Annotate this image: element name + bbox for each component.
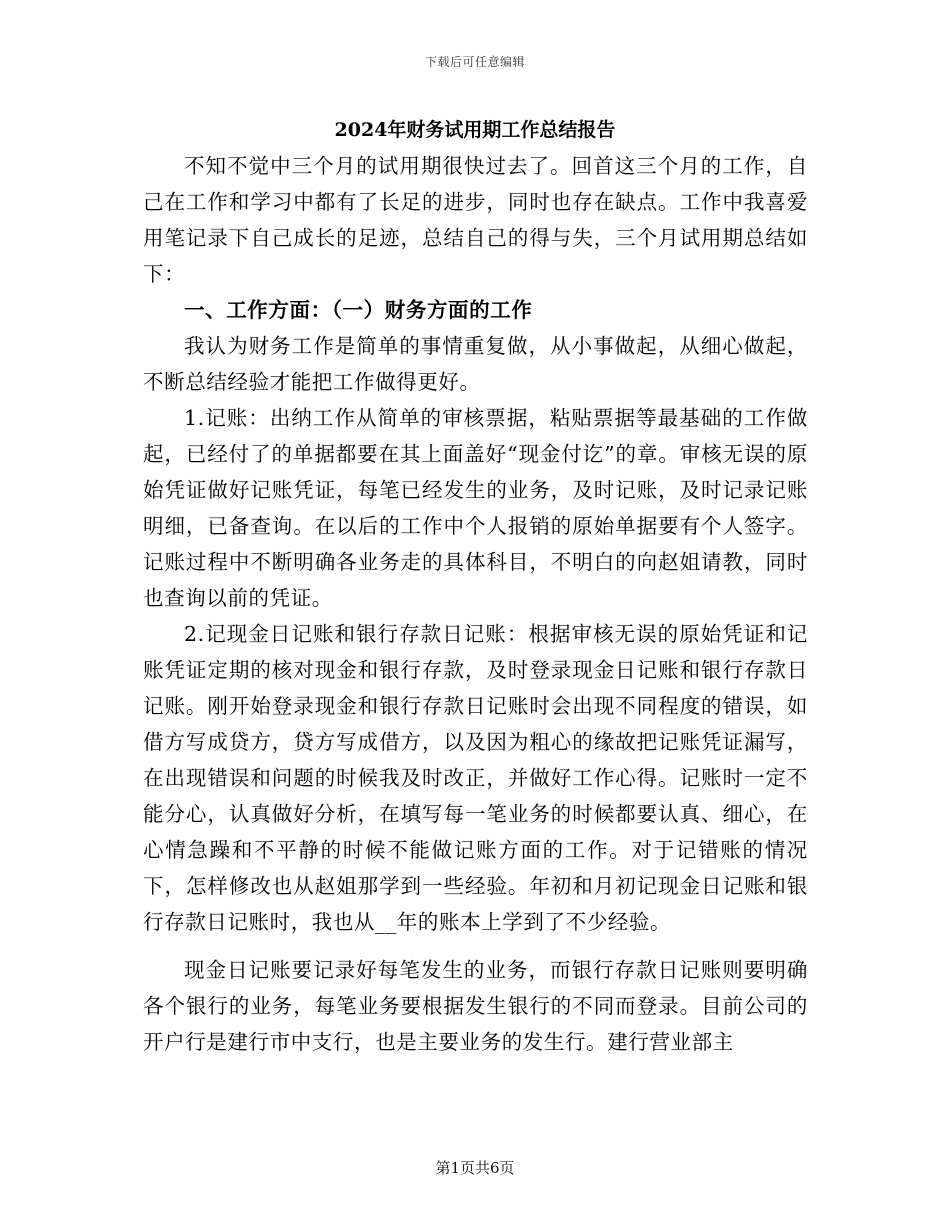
paragraph-finance-work: 我认为财务工作是简单的事情重复做，从小事做起，从细心做起，不断总结经验才能把工作做得更好。 bbox=[143, 334, 808, 394]
page-number-footer: 第1页共6页 bbox=[435, 1159, 515, 1177]
paragraph-bookkeeping: 1.记账：出纳工作从简单的审核票据，粘贴票据等最基础的工作做起，已经付了的单据都要在其上面盖好“现金付讫”的章。审核无误的原始凭证做好记账凭证，每笔已经发生的业务，及时记账，及时记录记账明细，已备查询。在以后的工作中个人报销的原始单据要有个人签字。记账过程中不断明确各业务走的具体科目，不明白的向赵姐请教，同时也查询以前的凭证。 bbox=[143, 406, 808, 610]
paragraph-cash-bank: 现金日记账要记录好每笔发生的业务，而银行存款日记账则要明确各个银行的业务，每笔业务要根据发生银行的不同而登录。目前公司的开户行是建行市中支行，也是主要业务的发生行。建行营业部主 bbox=[143, 958, 808, 1054]
header-note: 下载后可任意编辑 bbox=[424, 55, 525, 69]
paragraph-journals: 2.记现金日记账和银行存款日记账：根据审核无误的原始凭证和记账凭证定期的核对现金和银行存款，及时登录现金日记账和银行存款日记账。刚开始登录现金和银行存款日记账时会出现不同程度的错误，如借方写成贷方，贷方写成借方，以及因为粗心的缘故把记账凭证漏写，在出现错误和问题的时候我及时改正，并做好工作心得。记账时一定不能分心，认真做好分析，在填写每一笔业务的时候都要认真、细心，在心情急躁和不平静的时候不能做记账方面的工作。对于记错账的情况下，怎样修改也从赵姐那学到一些经验。年初和月初记现金日记账和银行存款日记账时，我也从__年的账本上学到了不少经验。 bbox=[143, 622, 808, 934]
document-body bbox=[143, 148, 808, 1060]
section-heading: 一、工作方面：（一）财务方面的工作 bbox=[184, 298, 533, 322]
paragraph-intro: 不知不觉中三个月的试用期很快过去了。回首这三个月的工作，自己在工作和学习中都有了长足的进步，同时也存在缺点。工作中我喜爱用笔记录下自己成长的足迹，总结自己的得与失，三个月试用期总结如下： bbox=[143, 154, 808, 286]
document-title: 2024年财务试用期工作总结报告 bbox=[334, 119, 616, 141]
